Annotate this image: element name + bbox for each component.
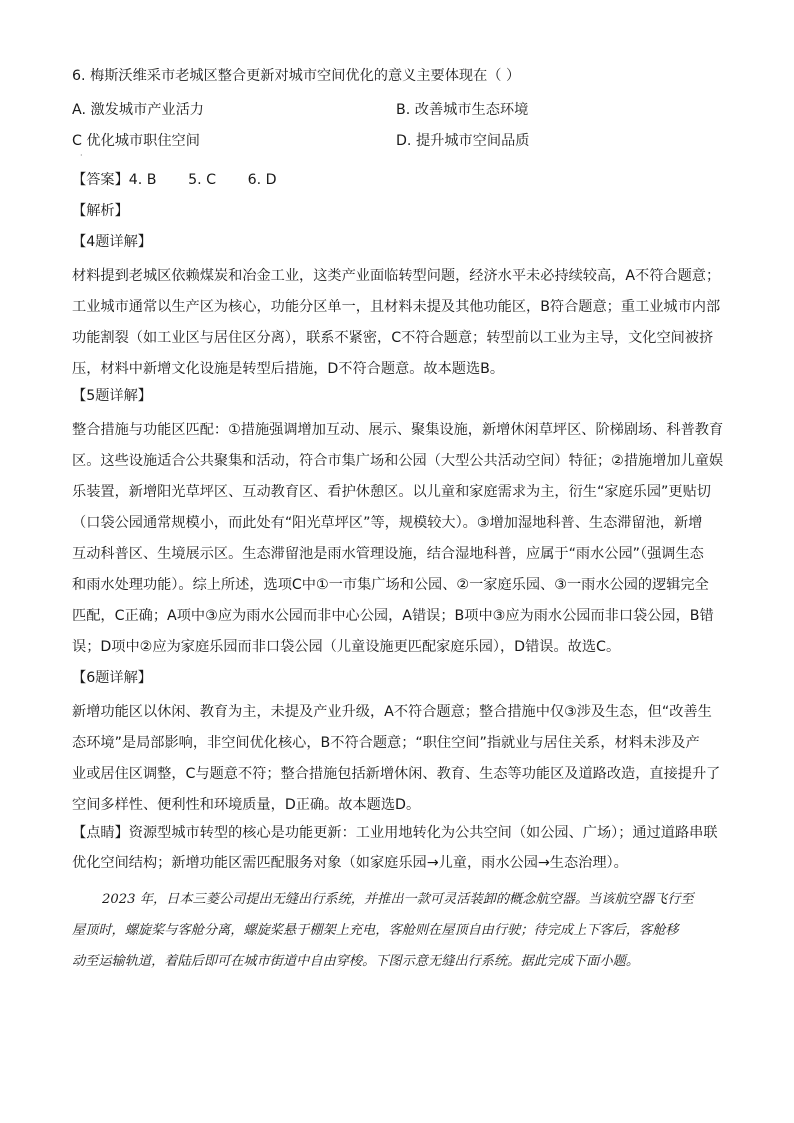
option-c: C 优化城市职住空间 [72,133,200,149]
intro-line-3: 动至运输轨道，着陆后即可在城市街道中自由穿梭。下图示意无缝出行系统。据此完成下面小题。 [72,954,640,969]
q5-line: 匹配，C正确；A项中③应为雨水公园而非中心公园，A错误；B项中③应为雨水公园而非口袋公园，B错 [72,608,714,624]
q6-line: 新增功能区以休闲、教育为主，未提及产业升级，A不符合题意；整合措施中仅③涉及生态，但“改善生 [72,704,712,720]
q5-line: （口袋公园通常规模小，而此处有“阳光草坪区”等，规模较大）。③增加湿地科普、生态滞留池，新增 [72,515,703,531]
intro-line-2: 屋顶时，螺旋桨与客舱分离，螺旋桨悬于棚架上充电，客舱则在屋顶自由行驶；待完成上下客后，客舱移 [72,923,679,938]
q6-line: 空间多样性、便利性和环境质量，D正确。故本题选D。 [72,797,421,813]
q6-line: 业或居住区调整，C与题意不符；整合措施包括新增休闲、教育、生态等功能区及道路改造，直接提升了 [72,766,721,782]
question-6-title: 6. 梅斯沃维采市老城区整合更新对城市空间优化的意义主要体现在（ ） [72,68,521,84]
q6-explanation [72,697,722,821]
q4-line: 材料提到老城区依赖煤炭和冶金工业，这类产业面临转型问题，经济水平未必持续较高，A不符合题意； [72,268,721,284]
option-b: B. 改善城市生态环境 [396,102,529,118]
q4-heading: 【4题详解】 [72,234,152,250]
answer-values: 4. B 5. C 6. D [128,172,277,188]
note-line-1: 【点睛】资源型城市转型的核心是功能更新：工业用地转化为公共空间（如公园、广场）；通过道路串联 [72,825,718,841]
q5-line: 区。这些设施适合公共聚集和活动，符合市集广场和公园（大型公共活动空间）特征；②措施增加儿童娱 [72,453,724,469]
q4-explanation [72,261,722,385]
q5-line: 误；D项中②应为家庭乐园而非口袋公园（儿童设施更匹配家庭乐园），D错误。故选C。 [72,639,621,655]
analysis-label: 【解析】 [72,203,129,219]
option-a: A. 激发城市产业活力 [72,102,204,118]
answer-line [72,170,277,190]
option-d: D. 提升城市空间品质 [396,133,530,149]
intro-line-1: 2023 年，日本三菱公司提出无缝出行系统，并推出一款可灵活装卸的概念航空器。当该航空器飞行至 [102,892,694,907]
q5-explanation [72,415,722,663]
q5-line: 整合措施与功能区匹配：①措施强调增加互动、展示、聚集设施，新增休闲草坪区、阶梯剧场、科普教育 [72,422,724,438]
stray-dot: · [80,151,83,160]
q5-heading: 【5题详解】 [72,388,152,404]
answer-label: 【答案】 [72,172,129,188]
q6-heading: 【6题详解】 [72,670,152,686]
q5-line: 互动科普区、生境展示区。生态滞留池是雨水管理设施，结合湿地科普，应属于“雨水公园”（强调生态 [72,546,704,562]
q4-line: 工业城市通常以生产区为核心，功能分区单一，且材料未提及其他功能区，B符合题意；重工业城市内部 [72,299,721,315]
q5-line: 乐装置，新增阳光草坪区、互动教育区、看护休憩区。以儿童和家庭需求为主，衍生“家庭乐园”更贴切 [72,484,711,500]
q4-line: 功能割裂（如工业区与居住区分离），联系不紧密，C不符合题意；转型前以工业为主导，文化空间被挤 [72,330,714,346]
q5-line: 和雨水处理功能）。综上所述，选项C中①一市集广场和公园、②一家庭乐园、③一雨水公园的逻辑完全 [72,577,709,593]
q4-line: 压，材料中新增文化设施是转型后措施，D不符合题意。故本题选B。 [72,361,505,377]
q6-line: 态环境”是局部影响，非空间优化核心，B不符合题意；“职住空间”指就业与居住关系，材料未涉及产 [72,735,700,751]
note-line-2: 优化空间结构；新增功能区需匹配服务对象（如家庭乐园→儿童，雨水公园→生态治理）。 [72,855,628,871]
